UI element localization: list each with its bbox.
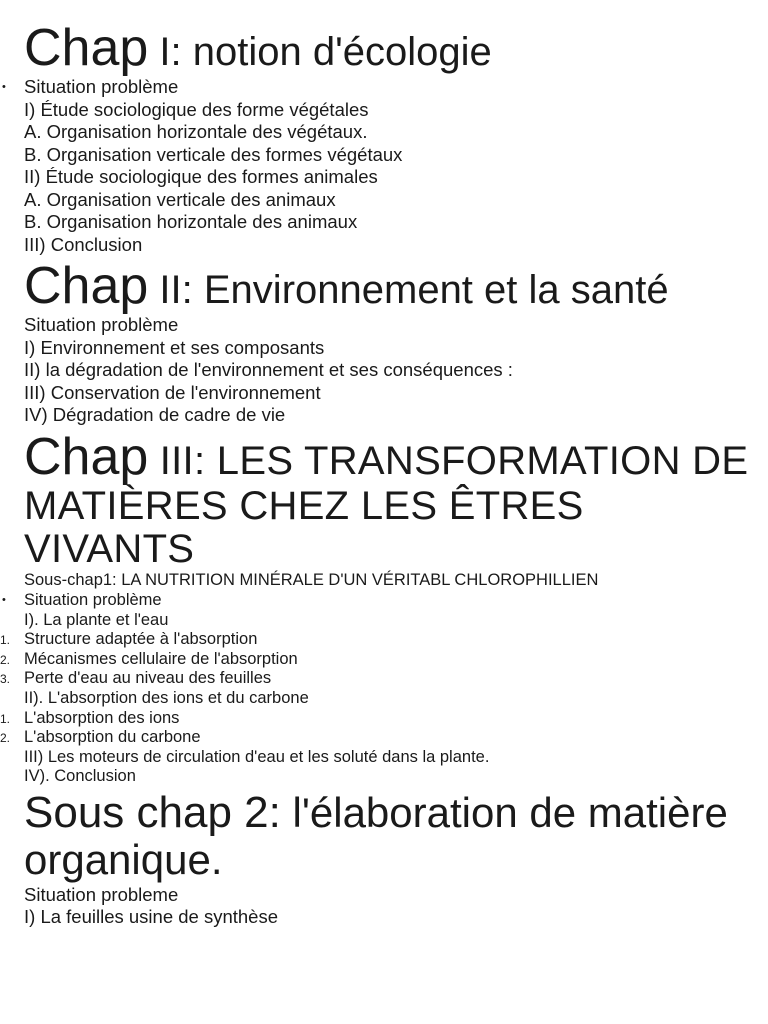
- sub-chapter-2-outline: [24, 884, 754, 929]
- chapter-1-item: III) Conclusion: [24, 233, 143, 255]
- bullet-icon: •: [2, 593, 6, 606]
- chapter-1-item: B. Organisation verticale des formes végétaux: [24, 143, 403, 165]
- chapter-1-heading: [24, 20, 754, 76]
- numbered-item: [0, 708, 754, 729]
- numbered-item: [0, 728, 754, 748]
- chapter-3-outline: [0, 571, 754, 787]
- chapter-2-item: II) la dégradation de l'environnement et ses conséquences :: [24, 359, 513, 381]
- chapter-2-prefix: Chap: [24, 257, 149, 316]
- chapter-1-item: II) Étude sociologique des formes animales: [24, 166, 378, 188]
- chapter-1-item: [2, 76, 754, 99]
- numbered-item: [0, 649, 754, 670]
- chapter-2-item: Situation problème: [24, 314, 179, 336]
- numbered-item: [0, 630, 754, 650]
- chapter-3-section: II). L'absorption des ions et du carbone: [24, 688, 309, 707]
- chapter-2-heading: [24, 258, 754, 314]
- sub-chapter-2-prefix: Sous chap 2:: [24, 787, 281, 837]
- item-number: 2.: [0, 731, 11, 746]
- sub-chapter-2-item: Situation probleme: [24, 883, 179, 905]
- document-content: [0, 19, 754, 929]
- sub-chapter-2-item: I) La feuilles usine de synthèse: [24, 906, 279, 928]
- chapter-2-outline: [24, 314, 754, 427]
- chapter-3-item: [2, 590, 754, 611]
- item-text: Structure adaptée à l'absorption: [24, 630, 258, 649]
- chapter-1-item: B. Organisation horizontale des animaux: [24, 211, 358, 233]
- chapter-3-section: I). La plante et l'eau: [24, 610, 169, 629]
- chapter-1-prefix: Chap: [24, 19, 149, 77]
- sub-chapter-1-title: Sous-chap1: LA NUTRITION MINÉRALE D'UN VÉRITABL CHLOROPHILLIEN: [24, 571, 599, 590]
- chapter-1-item: A. Organisation horizontale des végétaux.: [24, 121, 368, 143]
- chapter-1-outline: [2, 76, 754, 256]
- chapter-3-section: III) Les moteurs de circulation d'eau et les soluté dans la plante.: [24, 747, 490, 766]
- item-number: 1.: [0, 711, 11, 726]
- bullet-icon: •: [2, 81, 6, 94]
- sub-chapter-2-title: l'élaboration de matière organique.: [24, 788, 728, 884]
- chapter-1-item: A. Organisation verticale des animaux: [24, 188, 336, 210]
- item-text: L'absorption du carbone: [24, 728, 201, 747]
- chapter-3-title: III: LES TRANSFORMATION DE MATIÈRES CHEZ LES ÊTRES VIVANTS: [24, 438, 749, 572]
- numbered-item: [0, 669, 754, 689]
- item-text: L'absorption des ions: [24, 708, 180, 727]
- chapter-3-item-text: Situation problème: [24, 590, 162, 609]
- sub-chapter-2-heading: [24, 789, 754, 884]
- item-number: 2.: [0, 652, 11, 667]
- chapter-2-item: IV) Dégradation de cadre de vie: [24, 404, 286, 426]
- chapter-1-item: I) Étude sociologique des forme végétales: [24, 98, 369, 120]
- chapter-2-item: I) Environnement et ses composants: [24, 336, 325, 358]
- chapter-1-title: I: notion d'écologie: [148, 30, 492, 74]
- chapter-2-title: II: Environnement et la santé: [148, 268, 669, 313]
- chapter-3-heading: [24, 429, 754, 572]
- item-number: 1.: [0, 633, 11, 648]
- item-text: Mécanismes cellulaire de l'absorption: [24, 649, 298, 668]
- chapter-1-item-text: Situation problème: [24, 76, 179, 98]
- item-number: 3.: [0, 672, 11, 687]
- chapter-3-section: IV). Conclusion: [24, 767, 136, 786]
- chapter-2-item: III) Conservation de l'environnement: [24, 381, 321, 403]
- chapter-3-prefix: Chap: [24, 427, 149, 486]
- item-text: Perte d'eau au niveau des feuilles: [24, 669, 272, 688]
